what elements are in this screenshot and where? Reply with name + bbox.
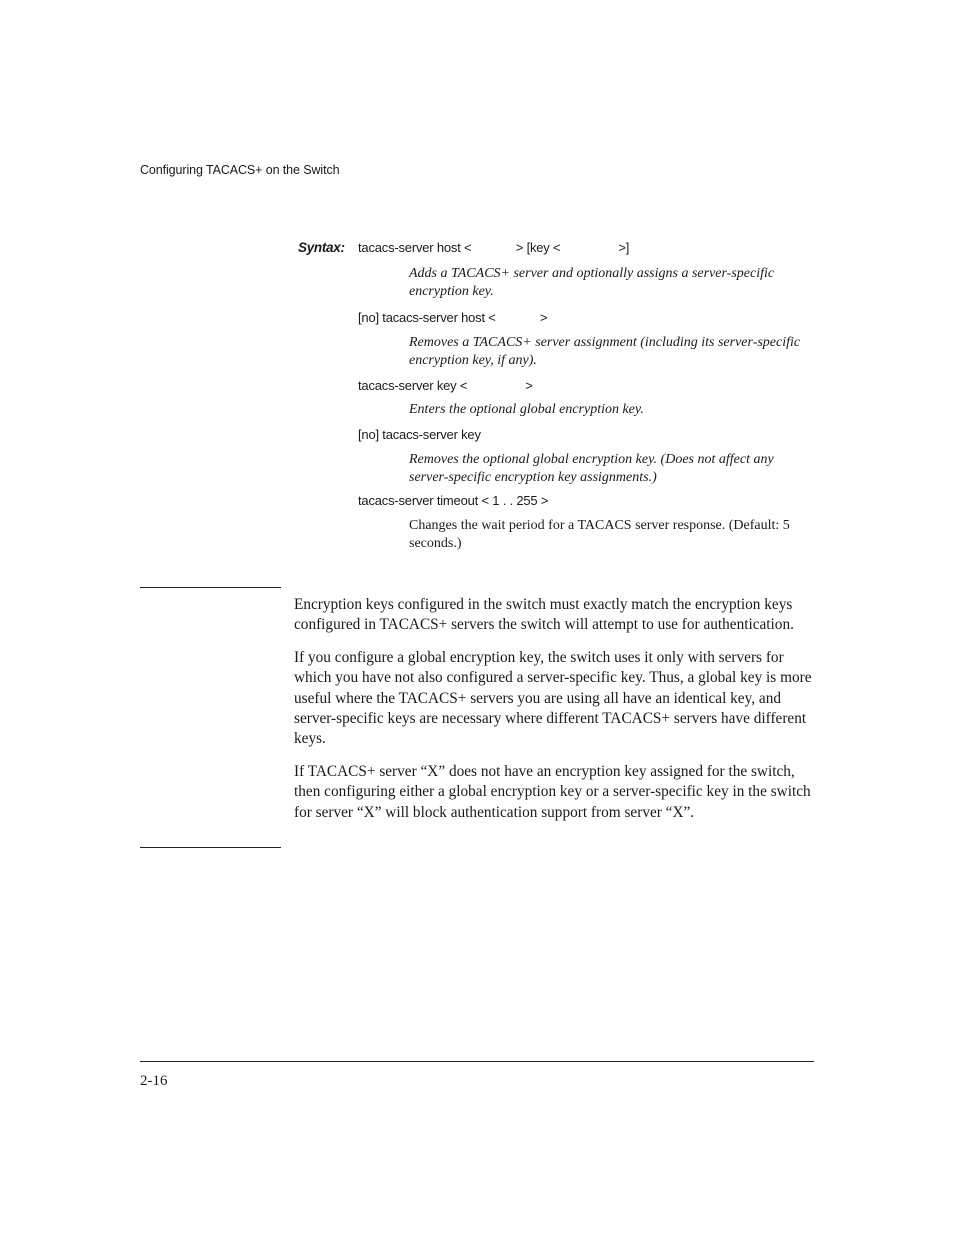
syntax-description: Adds a TACACS+ server and optionally assigns a server-specific encryption key. [409,266,775,299]
syntax-command: tacacs-server key < > [358,378,533,393]
note-paragraph: Encryption keys configured in the switch must exactly match the encryption keys configured in TACACS+ servers the switch will attempt to use for authentication. [294,596,794,634]
syntax-command: tacacs-server host < > [key < >] [358,240,630,255]
syntax-command: [no] tacacs-server host < > [358,310,548,325]
syntax-label: Syntax: [298,240,345,255]
page-number: 2-16 [140,1073,168,1089]
note-bottom-rule [140,847,281,848]
syntax-description: Removes a TACACS+ server assignment (including its server-specific encryption key, if any). [409,335,801,368]
syntax-command: [no] tacacs-server key [358,427,481,442]
note-block [294,595,814,835]
syntax-command: tacacs-server timeout < 1 . . 255 > [358,493,549,508]
syntax-description: Changes the wait period for a TACACS server response. (Default: 5 seconds.) [409,518,790,551]
syntax-description: Removes the optional global encryption key. (Does not affect any server-specific encryption key assignments.) [409,452,774,485]
note-top-rule [140,587,281,588]
syntax-description: Enters the optional global encryption key. [409,402,644,417]
note-paragraph: If TACACS+ server “X” does not have an encryption key assigned for the switch, then configuring either a global encryption key or a server-specific key in the switch for server “X” will block authentication support from server “X”. [294,763,811,821]
footer-rule [140,1061,814,1062]
running-head: Configuring TACACS+ on the Switch [140,163,340,177]
note-paragraph: If you configure a global encryption key, the switch uses it only with servers for which you have not also configured a server-specific key. Thus, a global key is more useful where the TACACS+ servers you are using all have an identical key, and server-specific keys are necessary where different TACACS+ servers have different keys. [294,649,812,748]
